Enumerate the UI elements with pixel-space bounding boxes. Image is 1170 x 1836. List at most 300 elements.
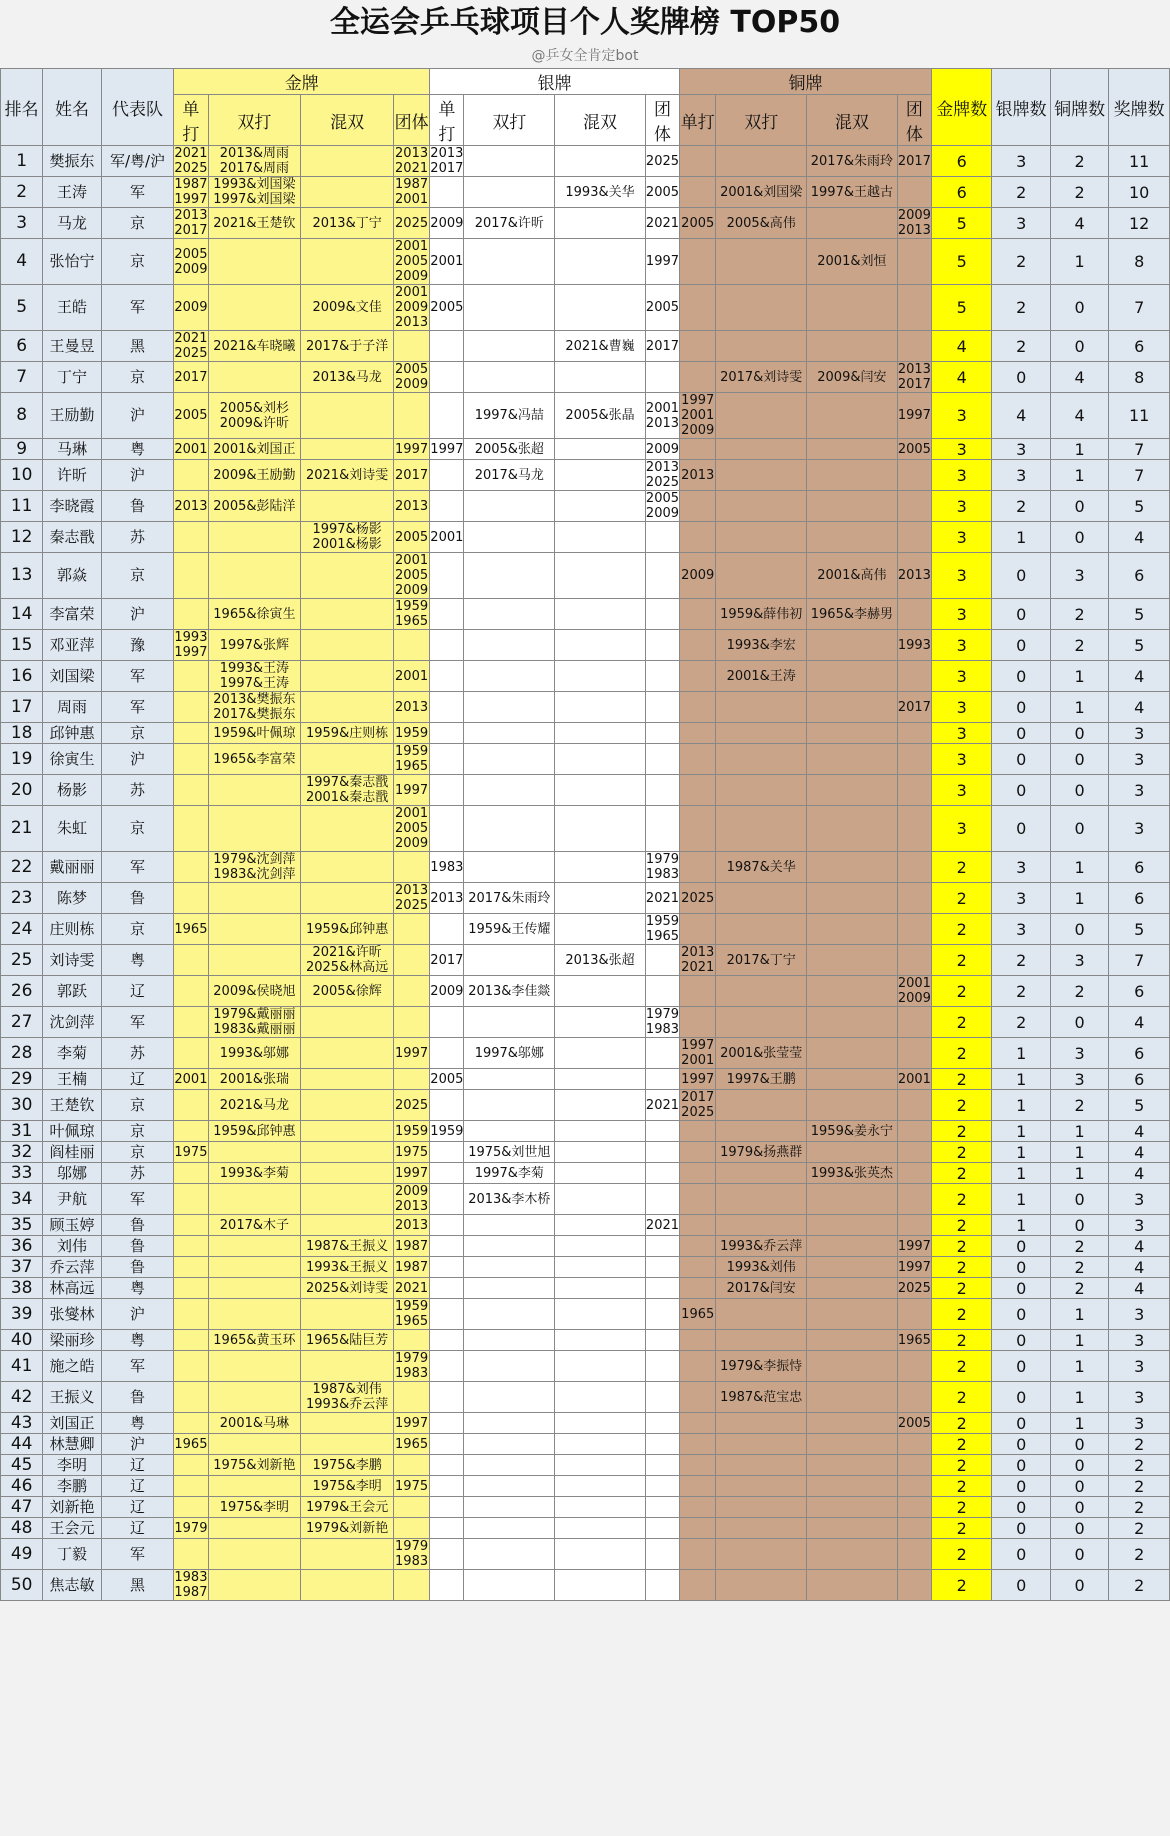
table-row	[1, 331, 1170, 362]
medal-entry: 2009	[395, 269, 429, 284]
silver-singles-cell	[430, 208, 464, 239]
bronze-doubles-cell	[716, 1038, 807, 1069]
bronze-doubles-cell	[716, 1351, 807, 1382]
bronze-group-cell	[897, 362, 931, 393]
total-count-cell: 6	[1109, 331, 1170, 362]
bronze-singles-cell	[680, 806, 716, 852]
gold-count-cell: 2	[931, 1351, 991, 1382]
medal-entry: 1997	[681, 1071, 715, 1087]
bronze-count-cell: 1	[1050, 1330, 1108, 1351]
medal-entry: 2009	[681, 568, 715, 583]
bronze-group-cell	[897, 1570, 931, 1601]
bronze-group-cell	[897, 1382, 931, 1413]
total-count-cell: 8	[1109, 239, 1170, 285]
medal-entry: 2017	[174, 369, 208, 385]
table-row	[1, 1278, 1170, 1299]
bronze-doubles-cell	[716, 1007, 807, 1038]
medal-entry: 2005	[645, 300, 680, 315]
team-cell: 辽	[101, 1476, 174, 1497]
team-cell: 军	[101, 1539, 174, 1570]
page-title: 全运会乒乓球项目个人奖牌榜 TOP50	[329, 5, 841, 40]
medal-entry: 2013	[395, 1199, 429, 1214]
table-row	[1, 692, 1170, 723]
bronze-singles-cell	[680, 1539, 716, 1570]
team-cell: 辽	[101, 1497, 174, 1518]
medal-entry: 2017&刘诗雯	[720, 369, 803, 385]
medal-entry: 1959	[395, 1123, 429, 1139]
medal-entry: 1997	[645, 254, 680, 269]
total-count-cell: 2	[1109, 1455, 1170, 1476]
medal-entry: 1993&王振义	[305, 1259, 389, 1275]
table-row	[1, 1142, 1170, 1163]
rank-cell: 50	[1, 1570, 43, 1601]
silver-doubles-cell	[464, 723, 555, 744]
gold-mixed-cell	[301, 393, 394, 439]
silver-mixed-cell	[555, 1434, 646, 1455]
medal-entry: 2021&车晓曦	[213, 338, 296, 354]
name-cell: 刘诗雯	[43, 945, 101, 976]
medal-entry: 2005	[430, 1071, 464, 1087]
medal-entry: 1997&王鹏	[726, 1071, 796, 1087]
silver-singles-cell	[430, 883, 464, 914]
gold-doubles-cell	[208, 1382, 301, 1413]
medal-entry: 2001&张莹莹	[720, 1045, 803, 1061]
gold-doubles-cell	[208, 1236, 301, 1257]
medal-entry: 2017&木子	[219, 1217, 290, 1233]
silver-mixed-cell	[555, 1184, 646, 1215]
bronze-count-cell: 2	[1050, 976, 1108, 1007]
medal-entry: 2021&曹巍	[565, 338, 635, 354]
bronze-singles-cell	[680, 1163, 716, 1184]
bronze-count-cell: 1	[1050, 1351, 1108, 1382]
gold-count-cell: 2	[931, 1382, 991, 1413]
bronze-group-cell	[897, 775, 931, 806]
bronze-mixed-cell	[807, 553, 898, 599]
medal-entry: 2005	[174, 408, 208, 423]
rank-cell: 31	[1, 1121, 43, 1142]
silver-doubles-cell	[464, 599, 555, 630]
silver-group-cell	[645, 1413, 679, 1434]
name-cell: 丁毅	[43, 1539, 101, 1570]
silver-singles-cell	[430, 852, 464, 883]
silver-mixed-cell	[555, 208, 646, 239]
header-name: 姓名	[43, 69, 101, 146]
silver-count-cell: 0	[992, 1257, 1050, 1278]
gold-count-cell: 3	[931, 630, 991, 661]
gold-singles-cell	[174, 1121, 208, 1142]
medal-entry: 2001	[395, 806, 429, 821]
bronze-count-cell: 2	[1050, 1257, 1108, 1278]
silver-count-cell: 1	[992, 1163, 1050, 1184]
total-count-cell: 4	[1109, 1007, 1170, 1038]
medal-entry: 2021&王楚钦	[213, 215, 296, 231]
medal-entry: 1979	[645, 852, 680, 867]
bronze-singles-cell	[680, 1278, 716, 1299]
bronze-mixed-cell	[807, 914, 898, 945]
rank-cell: 36	[1, 1236, 43, 1257]
team-cell: 鲁	[101, 1215, 174, 1236]
gold-count-cell: 2	[931, 1142, 991, 1163]
bronze-group-cell	[897, 1142, 931, 1163]
bronze-mixed-cell	[807, 806, 898, 852]
gold-doubles-cell	[208, 1434, 301, 1455]
silver-mixed-cell	[555, 393, 646, 439]
silver-group-cell	[645, 1007, 679, 1038]
name-cell: 王曼昱	[43, 331, 101, 362]
gold-doubles-cell	[208, 439, 301, 460]
rank-cell: 5	[1, 285, 43, 331]
bronze-mixed-cell	[807, 1476, 898, 1497]
gold-singles-cell	[174, 1007, 208, 1038]
name-cell: 许昕	[43, 460, 101, 491]
gold-group-cell	[393, 806, 429, 852]
total-count-cell: 3	[1109, 1215, 1170, 1236]
gold-doubles-cell	[208, 1497, 301, 1518]
bronze-singles-cell	[680, 1518, 716, 1539]
gold-singles-cell	[174, 1184, 208, 1215]
bronze-singles-cell	[680, 1007, 716, 1038]
gold-doubles-cell	[208, 744, 301, 775]
gold-mixed-cell	[301, 1455, 394, 1476]
total-count-cell: 3	[1109, 1413, 1170, 1434]
silver-doubles-cell	[464, 883, 555, 914]
silver-group-cell	[645, 1184, 679, 1215]
bronze-singles-cell	[680, 1497, 716, 1518]
medal-entry: 2009	[897, 208, 931, 223]
bronze-singles-cell	[680, 914, 716, 945]
gold-singles-cell	[174, 1351, 208, 1382]
medal-entry: 2017&闫安	[726, 1280, 796, 1296]
bronze-group-cell	[897, 852, 931, 883]
silver-doubles-cell	[464, 522, 555, 553]
medal-entry: 1965&李富荣	[213, 751, 296, 767]
silver-count-cell: 2	[992, 945, 1050, 976]
gold-singles-cell	[174, 1570, 208, 1601]
silver-doubles-cell	[464, 177, 555, 208]
bronze-count-cell: 3	[1050, 553, 1108, 599]
name-cell: 戴丽丽	[43, 852, 101, 883]
gold-count-cell: 2	[931, 852, 991, 883]
silver-count-cell: 4	[992, 393, 1050, 439]
gold-count-cell: 4	[931, 331, 991, 362]
bronze-doubles-cell	[716, 331, 807, 362]
total-count-cell: 3	[1109, 1330, 1170, 1351]
medal-table	[0, 68, 1170, 1601]
team-cell: 京	[101, 806, 174, 852]
gold-count-cell: 2	[931, 1163, 991, 1184]
silver-count-cell: 0	[992, 1236, 1050, 1257]
silver-mixed-cell	[555, 1413, 646, 1434]
medal-entry: 2001	[897, 976, 931, 991]
medal-entry: 2013	[174, 498, 208, 514]
bronze-mixed-cell	[807, 630, 898, 661]
medal-entry: 2017&马龙	[474, 467, 544, 483]
bronze-mixed-cell	[807, 177, 898, 208]
team-cell: 苏	[101, 775, 174, 806]
bronze-doubles-cell	[716, 1184, 807, 1215]
table-row	[1, 1090, 1170, 1121]
gold-doubles-cell	[208, 1163, 301, 1184]
medal-entry: 1987	[395, 1259, 429, 1275]
rank-cell: 33	[1, 1163, 43, 1184]
total-count-cell: 2	[1109, 1539, 1170, 1570]
silver-mixed-cell	[555, 1236, 646, 1257]
name-cell: 施之皓	[43, 1351, 101, 1382]
bronze-mixed-cell	[807, 1455, 898, 1476]
gold-doubles-cell	[208, 1142, 301, 1163]
team-cell: 沪	[101, 599, 174, 630]
bronze-mixed-cell	[807, 1184, 898, 1215]
bronze-singles-cell	[680, 630, 716, 661]
total-count-cell: 3	[1109, 775, 1170, 806]
medal-entry: 1997	[174, 645, 208, 660]
medal-entry: 1959&叶佩琼	[213, 725, 296, 741]
medal-entry: 2001	[174, 1071, 208, 1087]
silver-group-cell	[645, 976, 679, 1007]
medal-entry: 1997&杨影	[312, 522, 382, 537]
silver-singles-cell	[430, 1497, 464, 1518]
bronze-singles-cell	[680, 1330, 716, 1351]
bronze-singles-cell	[680, 239, 716, 285]
medal-entry: 2009&文佳	[312, 300, 382, 315]
silver-count-cell: 2	[992, 976, 1050, 1007]
bronze-mixed-cell	[807, 285, 898, 331]
table-row	[1, 1497, 1170, 1518]
team-cell: 黑	[101, 1570, 174, 1601]
rank-cell: 41	[1, 1351, 43, 1382]
name-cell: 沈剑萍	[43, 1007, 101, 1038]
medal-entry: 1993&乔云萍	[720, 1238, 803, 1254]
total-count-cell: 2	[1109, 1497, 1170, 1518]
bronze-group-cell	[897, 1069, 931, 1090]
silver-mixed-cell	[555, 806, 646, 852]
gold-doubles-cell	[208, 945, 301, 976]
bronze-count-cell: 1	[1050, 1299, 1108, 1330]
gold-group-cell	[393, 1184, 429, 1215]
rank-cell: 27	[1, 1007, 43, 1038]
silver-group-cell	[645, 1121, 679, 1142]
silver-count-cell: 3	[992, 439, 1050, 460]
gold-singles-cell	[174, 393, 208, 439]
bronze-count-cell: 4	[1050, 208, 1108, 239]
rank-cell: 47	[1, 1497, 43, 1518]
header-bronze-group: 团体	[897, 95, 931, 146]
bronze-singles-cell	[680, 1184, 716, 1215]
silver-mixed-cell	[555, 1299, 646, 1330]
bronze-doubles-cell	[716, 1090, 807, 1121]
team-cell: 辽	[101, 1069, 174, 1090]
bronze-singles-cell	[680, 285, 716, 331]
medal-entry: 2025&刘诗雯	[305, 1280, 389, 1296]
name-cell: 林慧卿	[43, 1434, 101, 1455]
silver-count-cell: 0	[992, 661, 1050, 692]
bronze-doubles-cell	[716, 1497, 807, 1518]
name-cell: 李晓霞	[43, 491, 101, 522]
team-cell: 沪	[101, 460, 174, 491]
medal-entry: 2009&侯晓旭	[213, 983, 296, 999]
gold-doubles-cell	[208, 1476, 301, 1497]
rank-cell: 25	[1, 945, 43, 976]
total-count-cell: 5	[1109, 914, 1170, 945]
header-silver-group: 团体	[645, 95, 679, 146]
gold-group-cell	[393, 1215, 429, 1236]
medal-entry: 2005	[395, 362, 429, 377]
bronze-count-cell: 2	[1050, 630, 1108, 661]
bronze-mixed-cell	[807, 460, 898, 491]
team-cell: 军	[101, 1184, 174, 1215]
gold-doubles-cell	[208, 553, 301, 599]
silver-count-cell: 1	[992, 1142, 1050, 1163]
silver-singles-cell	[430, 393, 464, 439]
total-count-cell: 8	[1109, 362, 1170, 393]
medal-entry: 1997	[681, 393, 715, 408]
bronze-singles-cell	[680, 852, 716, 883]
gold-count-cell: 2	[931, 1330, 991, 1351]
medal-entry: 2025	[645, 153, 680, 169]
silver-mixed-cell	[555, 1518, 646, 1539]
rank-cell: 10	[1, 460, 43, 491]
gold-count-cell: 3	[931, 744, 991, 775]
name-cell: 刘国梁	[43, 661, 101, 692]
bronze-doubles-cell	[716, 1236, 807, 1257]
total-count-cell: 7	[1109, 945, 1170, 976]
silver-mixed-cell	[555, 1570, 646, 1601]
bronze-group-cell	[897, 744, 931, 775]
total-count-cell: 7	[1109, 439, 1170, 460]
medal-entry: 2013	[430, 146, 464, 161]
silver-group-cell	[645, 285, 679, 331]
gold-singles-cell	[174, 522, 208, 553]
total-count-cell: 4	[1109, 1121, 1170, 1142]
bronze-doubles-cell	[716, 362, 807, 393]
silver-doubles-cell	[464, 1539, 555, 1570]
gold-singles-cell	[174, 1518, 208, 1539]
medal-entry: 2025	[645, 475, 680, 490]
bronze-mixed-cell	[807, 491, 898, 522]
gold-count-cell: 3	[931, 439, 991, 460]
medal-entry: 1983	[430, 859, 464, 875]
bronze-group-cell	[897, 146, 931, 177]
gold-mixed-cell	[301, 1007, 394, 1038]
medal-entry: 1959	[395, 725, 429, 741]
table-row	[1, 744, 1170, 775]
silver-doubles-cell	[464, 744, 555, 775]
total-count-cell: 4	[1109, 1236, 1170, 1257]
medal-entry: 1993&乔云萍	[305, 1397, 389, 1412]
bronze-group-cell	[897, 1539, 931, 1570]
team-cell: 沪	[101, 744, 174, 775]
gold-count-cell: 3	[931, 599, 991, 630]
gold-count-cell: 2	[931, 1007, 991, 1038]
gold-group-cell	[393, 1382, 429, 1413]
medal-entry: 2009	[174, 261, 208, 277]
silver-singles-cell	[430, 1236, 464, 1257]
silver-singles-cell	[430, 553, 464, 599]
team-cell: 军	[101, 285, 174, 331]
silver-doubles-cell	[464, 1455, 555, 1476]
gold-group-cell	[393, 146, 429, 177]
medal-entry: 2001&刘国梁	[720, 184, 803, 200]
silver-mixed-cell	[555, 1278, 646, 1299]
total-count-cell: 2	[1109, 1476, 1170, 1497]
bronze-singles-cell	[680, 491, 716, 522]
table-row	[1, 1351, 1170, 1382]
team-cell: 京	[101, 553, 174, 599]
gold-group-cell	[393, 1038, 429, 1069]
bronze-singles-cell	[680, 1215, 716, 1236]
silver-mixed-cell	[555, 914, 646, 945]
table-row	[1, 1518, 1170, 1539]
bronze-doubles-cell	[716, 1413, 807, 1434]
bronze-count-cell: 0	[1050, 285, 1108, 331]
gold-count-cell: 2	[931, 1539, 991, 1570]
bronze-mixed-cell	[807, 883, 898, 914]
table-row	[1, 775, 1170, 806]
bronze-group-cell	[897, 1184, 931, 1215]
bronze-count-cell: 1	[1050, 1413, 1108, 1434]
bronze-mixed-cell	[807, 1007, 898, 1038]
table-row	[1, 239, 1170, 285]
total-count-cell: 4	[1109, 522, 1170, 553]
bronze-group-cell	[897, 945, 931, 976]
bronze-count-cell: 0	[1050, 723, 1108, 744]
header-bronze-mixed: 混双	[807, 95, 898, 146]
name-cell: 郭跃	[43, 976, 101, 1007]
silver-count-cell: 0	[992, 1351, 1050, 1382]
gold-group-cell	[393, 1476, 429, 1497]
bronze-doubles-cell	[716, 460, 807, 491]
silver-mixed-cell	[555, 1142, 646, 1163]
silver-group-cell	[645, 661, 679, 692]
name-cell: 王皓	[43, 285, 101, 331]
team-cell: 京	[101, 1142, 174, 1163]
bronze-count-cell: 0	[1050, 1518, 1108, 1539]
bronze-singles-cell	[680, 439, 716, 460]
medal-entry: 1975&刘世旭	[468, 1144, 551, 1160]
silver-count-cell: 0	[992, 1570, 1050, 1601]
medal-entry: 1979	[174, 1520, 208, 1536]
bronze-singles-cell	[680, 1434, 716, 1455]
team-cell: 沪	[101, 1434, 174, 1455]
bronze-mixed-cell	[807, 945, 898, 976]
medal-entry: 2009	[395, 300, 429, 315]
bronze-doubles-cell	[716, 1570, 807, 1601]
name-cell: 李鹏	[43, 1476, 101, 1497]
bronze-count-cell: 1	[1050, 239, 1108, 285]
header-silver: 银牌	[430, 69, 680, 95]
medal-entry: 1975	[174, 1144, 208, 1160]
silver-mixed-cell	[555, 331, 646, 362]
team-cell: 苏	[101, 522, 174, 553]
medal-entry: 1997	[395, 1045, 429, 1061]
team-cell: 鲁	[101, 883, 174, 914]
table-row	[1, 976, 1170, 1007]
silver-mixed-cell	[555, 976, 646, 1007]
medal-entry: 1983	[395, 1554, 429, 1569]
silver-mixed-cell	[555, 285, 646, 331]
medal-entry: 1959	[430, 1123, 464, 1139]
name-cell: 樊振东	[43, 146, 101, 177]
medal-entry: 1965	[395, 759, 429, 774]
medal-entry: 1979&沈剑萍	[213, 852, 296, 867]
medal-entry: 2009	[430, 983, 464, 999]
silver-group-cell	[645, 775, 679, 806]
table-row	[1, 439, 1170, 460]
silver-singles-cell	[430, 1351, 464, 1382]
name-cell: 李明	[43, 1455, 101, 1476]
bronze-count-cell: 3	[1050, 1069, 1108, 1090]
medal-entry: 2017	[897, 153, 931, 169]
